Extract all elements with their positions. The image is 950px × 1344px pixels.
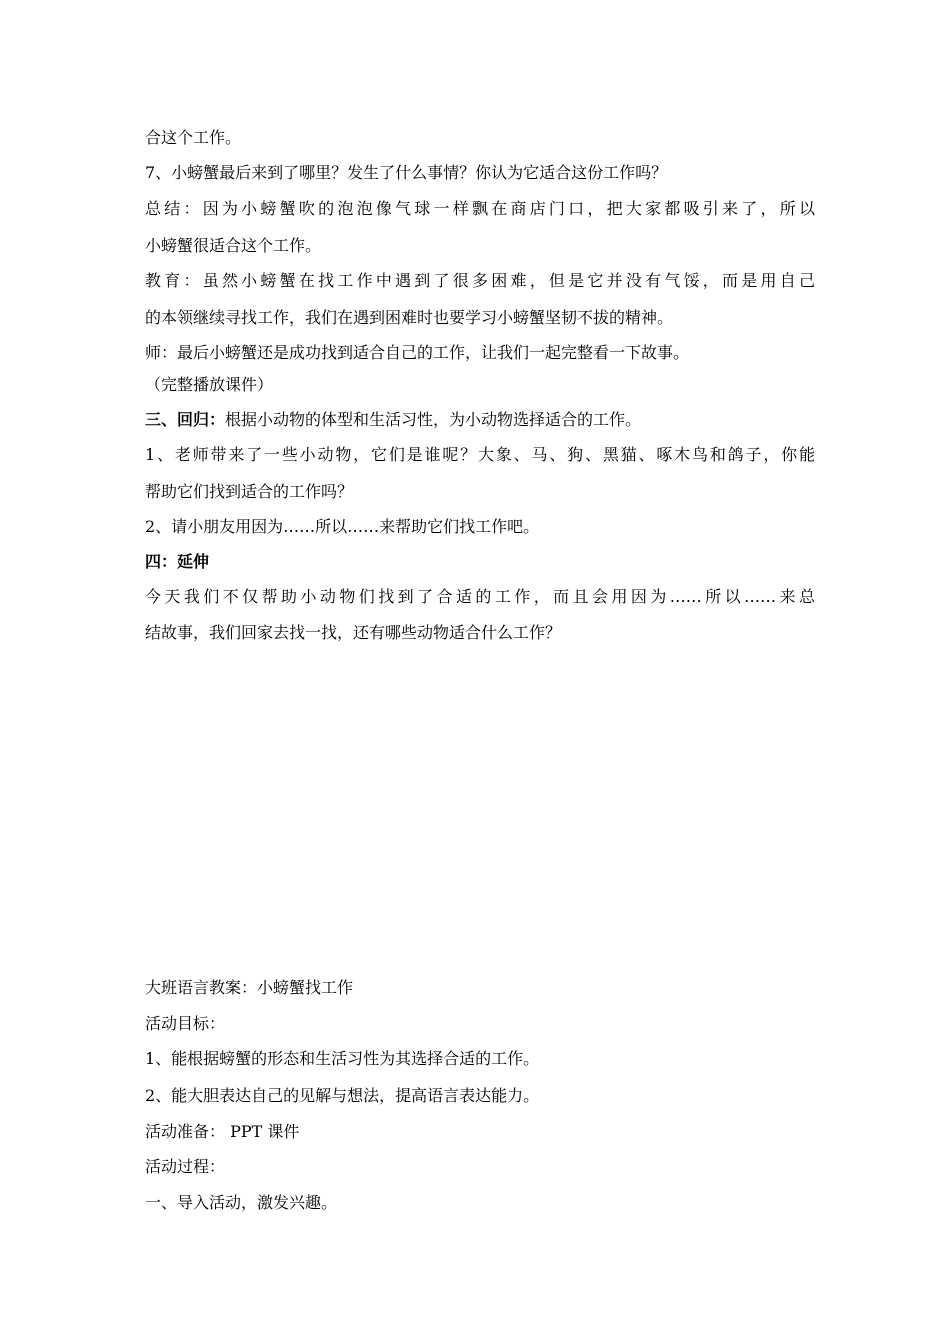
- heading-return-text: 根据小动物的体型和生活习性，为小动物选择适合的工作。: [225, 410, 642, 429]
- summary-line-1: 总结：因为小螃蟹吹的泡泡像气球一样飘在商店门口，把大家都吸引来了，所以: [145, 199, 815, 218]
- heading-extension: 四：延伸: [145, 552, 210, 571]
- process-label: 活动过程：: [145, 1157, 226, 1176]
- education-line-1: 教育：虽然小螃蟹在找工作中遇到了很多困难，但是它并没有气馁，而是用自己: [145, 271, 815, 290]
- heading-return: [145, 409, 815, 431]
- question-1-line-1: 1、老师带来了一些小动物，它们是谁呢？大象、马、狗、黑猫、啄木鸟和鸽子，你能: [145, 445, 815, 464]
- playback-note: （完整播放课件）: [145, 375, 274, 394]
- lesson-title: 大班语言教案：小螃蟹找工作: [145, 978, 354, 997]
- summary-line-2: 小螃蟹很适合这个工作。: [145, 236, 322, 255]
- goal-2: 2、能大胆表达自己的见解与想法，提高语言表达能力。: [145, 1086, 540, 1105]
- question-1-line-2: 帮助它们找到适合的工作吗？: [145, 482, 354, 501]
- goal-1: 1、能根据螃蟹的形态和生活习性为其选择合适的工作。: [145, 1049, 540, 1068]
- question-2: 2、请小朋友用因为……所以……来帮助它们找工作吧。: [145, 517, 540, 536]
- extension-line-1: 今天我们不仅帮助小动物们找到了合适的工作，而且会用因为……所以……来总: [145, 587, 815, 606]
- goals-label: 活动目标：: [145, 1014, 226, 1033]
- preparation: 活动准备： PPT 课件: [145, 1122, 300, 1141]
- heading-return-label: 三、回归：: [145, 410, 226, 429]
- teacher-line: 师：最后小螃蟹还是成功找到适合自己的工作，让我们一起完整看一下故事。: [145, 343, 690, 362]
- question-7: 7、小螃蟹最后来到了哪里？发生了什么事情？你认为它适合这份工作吗？: [145, 163, 668, 182]
- text-line: 合这个工作。: [145, 128, 242, 147]
- step-1: 一、导入活动，激发兴趣。: [145, 1193, 338, 1212]
- extension-line-2: 结故事，我们回家去找一找，还有哪些动物适合什么工作？: [145, 623, 562, 642]
- education-line-2: 的本领继续寻找工作，我们在遇到困难时也要学习小螃蟹坚韧不拔的精神。: [145, 308, 674, 327]
